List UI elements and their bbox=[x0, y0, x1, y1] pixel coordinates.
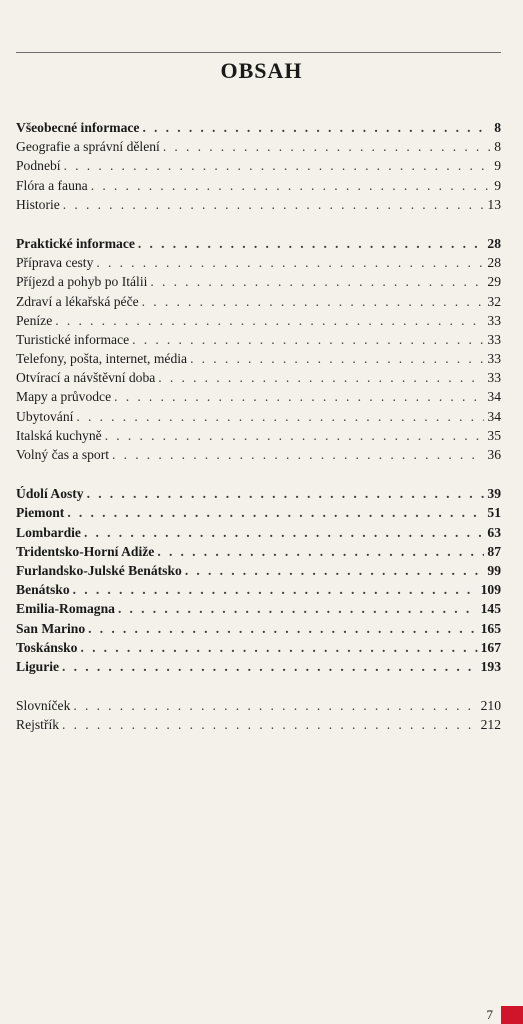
toc-entry-page: 33 bbox=[487, 351, 501, 367]
toc-entry[interactable] bbox=[16, 156, 501, 175]
toc-entry-page: 210 bbox=[480, 698, 501, 714]
toc-entry[interactable] bbox=[16, 387, 501, 406]
dot-leader bbox=[88, 619, 477, 638]
toc-entry-title: Praktické informace bbox=[16, 235, 135, 251]
dot-leader bbox=[185, 561, 485, 580]
toc-entry-page: 8 bbox=[494, 139, 501, 155]
toc-entry-title: Peníze bbox=[16, 312, 53, 328]
dot-leader bbox=[63, 195, 485, 214]
page-title: OBSAH bbox=[220, 58, 303, 83]
toc-entry-title: Otvírací a návštěvní doba bbox=[16, 370, 156, 386]
toc-entry[interactable] bbox=[16, 523, 501, 542]
toc-entry[interactable] bbox=[16, 696, 501, 715]
page-number: 7 bbox=[486, 1007, 493, 1022]
toc-entry-page: 28 bbox=[487, 235, 501, 251]
toc-entry-title: Furlandsko-Julské Benátsko bbox=[16, 562, 182, 578]
toc-entry[interactable] bbox=[16, 503, 501, 522]
toc-entry-title: Toskánsko bbox=[16, 639, 78, 655]
toc-entry[interactable] bbox=[16, 330, 501, 349]
toc-entry-title: Piemont bbox=[16, 505, 65, 521]
dot-leader bbox=[157, 542, 484, 561]
toc-entry[interactable] bbox=[16, 542, 501, 561]
toc-entry-page: 34 bbox=[487, 408, 501, 424]
toc-entry-page: 33 bbox=[487, 312, 501, 328]
dot-leader bbox=[150, 272, 484, 291]
toc-entry-title: Údolí Aosty bbox=[16, 486, 84, 502]
toc-entry-page: 9 bbox=[494, 177, 501, 193]
toc-entry[interactable] bbox=[16, 195, 501, 214]
dot-leader bbox=[158, 368, 484, 387]
toc-entry-page: 87 bbox=[487, 543, 501, 559]
toc-entry-title: Flóra a fauna bbox=[16, 177, 88, 193]
toc-entry[interactable] bbox=[16, 234, 501, 253]
toc-entry-title: Telefony, pošta, internet, média bbox=[16, 351, 188, 367]
toc-entry-title: Turistické informace bbox=[16, 331, 130, 347]
dot-leader bbox=[73, 580, 478, 599]
toc-entry-page: 99 bbox=[487, 562, 501, 578]
dot-leader bbox=[105, 426, 485, 445]
dot-leader bbox=[55, 311, 484, 330]
toc-entry-page: 8 bbox=[494, 120, 501, 135]
dot-leader bbox=[118, 599, 478, 618]
toc-entry[interactable] bbox=[16, 137, 501, 156]
toc-entry-title: Rejstřík bbox=[16, 717, 60, 733]
toc-entry-title: Italská kuchyně bbox=[16, 427, 102, 443]
toc-section bbox=[16, 118, 501, 214]
toc-entry-page: 35 bbox=[487, 427, 501, 443]
toc-entry-page: 167 bbox=[480, 639, 501, 655]
dot-leader bbox=[91, 176, 491, 195]
toc-entry[interactable] bbox=[16, 580, 501, 599]
dot-leader bbox=[64, 156, 492, 175]
toc-entry-title: Ligurie bbox=[16, 658, 60, 674]
table-of-contents bbox=[16, 118, 501, 754]
dot-leader bbox=[114, 387, 484, 406]
toc-entry-title: Příjezd a pohyb po Itálii bbox=[16, 274, 148, 290]
dot-leader bbox=[62, 715, 478, 734]
dot-leader bbox=[142, 292, 485, 311]
toc-section bbox=[16, 484, 501, 676]
toc-entry-page: 9 bbox=[494, 158, 501, 174]
toc-entry-title: Příprava cesty bbox=[16, 255, 94, 271]
dot-leader bbox=[67, 503, 484, 522]
toc-entry[interactable] bbox=[16, 599, 501, 618]
dot-leader bbox=[87, 484, 485, 503]
dot-leader bbox=[73, 696, 477, 715]
toc-entry-title: Historie bbox=[16, 196, 60, 212]
toc-entry[interactable] bbox=[16, 368, 501, 387]
dot-leader bbox=[163, 137, 491, 156]
toc-entry-title: Ubytování bbox=[16, 408, 74, 424]
dot-leader bbox=[190, 349, 484, 368]
top-rule bbox=[16, 52, 501, 53]
toc-entry-title: Emilia-Romagna bbox=[16, 601, 115, 617]
toc-entry[interactable] bbox=[16, 619, 501, 638]
toc-entry-title: Slovníček bbox=[16, 698, 71, 714]
toc-entry-page: 212 bbox=[480, 717, 501, 733]
toc-entry[interactable] bbox=[16, 445, 501, 464]
toc-entry[interactable] bbox=[16, 407, 501, 426]
toc-entry-page: 39 bbox=[487, 486, 501, 502]
toc-entry-title: Zdraví a lékařská péče bbox=[16, 293, 139, 309]
toc-entry[interactable] bbox=[16, 292, 501, 311]
toc-section bbox=[16, 696, 501, 734]
toc-entry[interactable] bbox=[16, 561, 501, 580]
toc-entry[interactable] bbox=[16, 253, 501, 272]
toc-entry[interactable] bbox=[16, 272, 501, 291]
toc-entry-page: 145 bbox=[480, 601, 501, 617]
toc-entry-title: Tridentsko-Horní Adiže bbox=[16, 543, 155, 559]
toc-entry-title: Všeobecné informace bbox=[16, 120, 140, 135]
toc-entry-page: 165 bbox=[480, 620, 501, 636]
toc-entry[interactable] bbox=[16, 426, 501, 445]
toc-entry[interactable] bbox=[16, 176, 501, 195]
toc-entry-title: Lombardie bbox=[16, 524, 81, 540]
toc-entry-page: 109 bbox=[480, 582, 501, 598]
dot-leader bbox=[138, 234, 485, 253]
dot-leader bbox=[76, 407, 484, 426]
page-color-tab bbox=[501, 1006, 523, 1024]
toc-entry-page: 193 bbox=[480, 658, 501, 674]
toc-entry[interactable] bbox=[16, 311, 501, 330]
toc-section bbox=[16, 234, 501, 464]
toc-entry-title: Podnebí bbox=[16, 158, 61, 174]
toc-entry-page: 36 bbox=[487, 447, 501, 462]
toc-entry-page: 32 bbox=[487, 293, 501, 309]
dot-leader bbox=[96, 253, 484, 272]
toc-entry-page: 28 bbox=[487, 255, 501, 271]
dot-leader bbox=[132, 330, 484, 349]
toc-entry-title: Volný čas a sport bbox=[16, 447, 110, 462]
toc-entry[interactable] bbox=[16, 657, 501, 676]
toc-entry-title: Benátsko bbox=[16, 582, 70, 598]
toc-entry[interactable] bbox=[16, 484, 501, 503]
toc-entry-title: Mapy a průvodce bbox=[16, 389, 112, 405]
dot-leader bbox=[84, 523, 484, 542]
toc-entry[interactable] bbox=[16, 349, 501, 368]
toc-entry-title: San Marino bbox=[16, 620, 86, 636]
dot-leader bbox=[142, 118, 491, 137]
toc-entry[interactable] bbox=[16, 715, 501, 734]
dot-leader bbox=[62, 657, 478, 676]
dot-leader bbox=[80, 638, 477, 657]
toc-entry-page: 13 bbox=[487, 196, 501, 212]
toc-entry-page: 33 bbox=[487, 331, 501, 347]
toc-entry-page: 63 bbox=[487, 524, 501, 540]
toc-entry[interactable] bbox=[16, 118, 501, 137]
toc-entry[interactable] bbox=[16, 638, 501, 657]
dot-leader bbox=[112, 445, 484, 464]
toc-entry-page: 51 bbox=[487, 505, 501, 521]
toc-entry-page: 29 bbox=[487, 274, 501, 290]
toc-entry-page: 33 bbox=[487, 370, 501, 386]
toc-entry-page: 34 bbox=[487, 389, 501, 405]
toc-entry-title: Geografie a správní dělení bbox=[16, 139, 160, 155]
